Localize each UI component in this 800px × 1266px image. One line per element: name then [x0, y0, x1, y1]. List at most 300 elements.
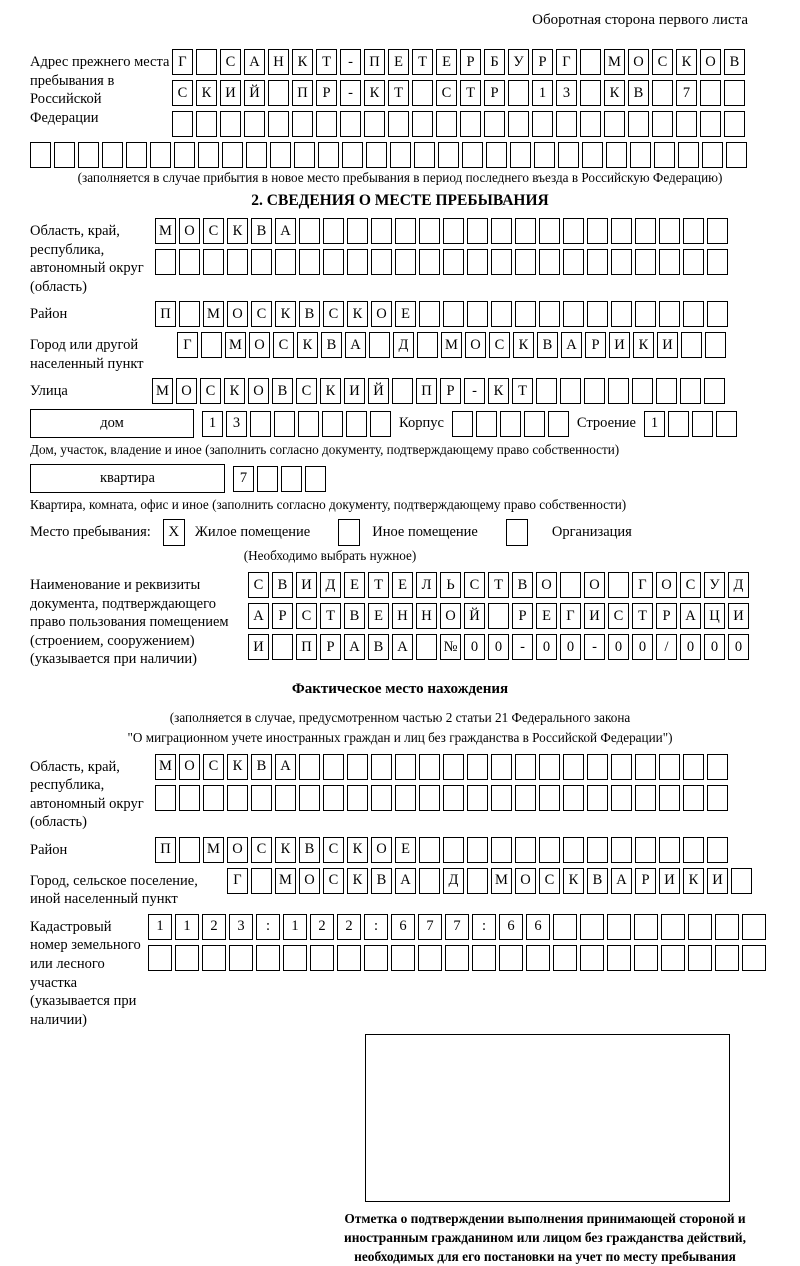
char-cell[interactable] [251, 249, 272, 275]
char-cell[interactable]: : [256, 914, 280, 940]
char-cell[interactable]: Г [560, 603, 581, 629]
checkbox-other-premises[interactable] [338, 519, 360, 546]
char-cell[interactable] [294, 142, 315, 168]
char-cell[interactable] [340, 111, 361, 137]
char-cell[interactable]: К [320, 378, 341, 404]
char-cell[interactable] [102, 142, 123, 168]
char-cell[interactable] [78, 142, 99, 168]
char-cell[interactable] [371, 754, 392, 780]
char-cell[interactable] [634, 945, 658, 971]
char-cell[interactable] [532, 111, 553, 137]
char-cell[interactable]: 1 [532, 80, 553, 106]
char-cell[interactable] [251, 868, 272, 894]
char-cell[interactable] [731, 868, 752, 894]
char-cell[interactable]: В [251, 218, 272, 244]
char-cell[interactable] [323, 249, 344, 275]
char-cell[interactable] [467, 301, 488, 327]
char-cell[interactable] [155, 785, 176, 811]
char-cell[interactable] [310, 945, 334, 971]
char-cell[interactable] [371, 218, 392, 244]
char-cell[interactable] [395, 785, 416, 811]
char-cell[interactable]: 2 [202, 914, 226, 940]
char-cell[interactable]: 6 [499, 914, 523, 940]
char-cell[interactable]: О [465, 332, 486, 358]
char-cell[interactable]: В [512, 572, 533, 598]
char-cell[interactable]: Р [635, 868, 656, 894]
char-cell[interactable]: 0 [464, 634, 485, 660]
char-cell[interactable] [491, 837, 512, 863]
checkbox-residential[interactable]: X [163, 519, 185, 546]
char-cell[interactable]: Р [460, 49, 481, 75]
char-cell[interactable]: Л [416, 572, 437, 598]
char-cell[interactable]: В [321, 332, 342, 358]
char-cell[interactable]: С [652, 49, 673, 75]
char-cell[interactable]: И [344, 378, 365, 404]
char-cell[interactable]: И [296, 572, 317, 598]
char-cell[interactable] [553, 945, 577, 971]
char-cell[interactable]: К [488, 378, 509, 404]
char-cell[interactable] [220, 111, 241, 137]
char-cell[interactable]: М [491, 868, 512, 894]
char-cell[interactable] [611, 218, 632, 244]
char-cell[interactable]: 3 [226, 411, 247, 437]
char-cell[interactable] [299, 249, 320, 275]
char-cell[interactable]: А [345, 332, 366, 358]
char-cell[interactable]: М [155, 218, 176, 244]
char-cell[interactable]: С [489, 332, 510, 358]
char-cell[interactable] [534, 142, 555, 168]
char-cell[interactable]: Н [416, 603, 437, 629]
char-cell[interactable]: К [364, 80, 385, 106]
char-cell[interactable]: В [724, 49, 745, 75]
char-cell[interactable] [227, 249, 248, 275]
char-cell[interactable]: М [441, 332, 462, 358]
char-cell[interactable] [659, 785, 680, 811]
char-cell[interactable]: 1 [148, 914, 172, 940]
char-cell[interactable] [246, 142, 267, 168]
char-cell[interactable] [395, 249, 416, 275]
char-cell[interactable] [700, 111, 721, 137]
char-cell[interactable]: О [371, 837, 392, 863]
char-cell[interactable]: К [297, 332, 318, 358]
char-cell[interactable] [491, 754, 512, 780]
char-cell[interactable] [580, 80, 601, 106]
char-cell[interactable]: - [584, 634, 605, 660]
char-cell[interactable]: О [656, 572, 677, 598]
char-cell[interactable] [539, 754, 560, 780]
char-cell[interactable]: А [344, 634, 365, 660]
char-cell[interactable] [179, 837, 200, 863]
char-cell[interactable] [419, 837, 440, 863]
char-cell[interactable] [563, 785, 584, 811]
char-cell[interactable]: Т [460, 80, 481, 106]
char-cell[interactable] [607, 914, 631, 940]
char-cell[interactable] [659, 837, 680, 863]
char-cell[interactable] [418, 945, 442, 971]
char-cell[interactable]: Д [728, 572, 749, 598]
char-cell[interactable]: К [227, 218, 248, 244]
char-cell[interactable]: Г [632, 572, 653, 598]
char-cell[interactable] [683, 218, 704, 244]
char-cell[interactable] [323, 785, 344, 811]
char-cell[interactable]: К [275, 301, 296, 327]
char-cell[interactable]: С [539, 868, 560, 894]
char-cell[interactable]: - [464, 378, 485, 404]
char-cell[interactable] [707, 218, 728, 244]
char-cell[interactable]: Р [272, 603, 293, 629]
char-cell[interactable] [526, 945, 550, 971]
char-cell[interactable] [606, 142, 627, 168]
char-cell[interactable] [436, 111, 457, 137]
char-cell[interactable] [668, 411, 689, 437]
char-cell[interactable] [274, 411, 295, 437]
char-cell[interactable] [707, 301, 728, 327]
char-cell[interactable]: А [680, 603, 701, 629]
char-cell[interactable] [652, 80, 673, 106]
char-cell[interactable] [707, 837, 728, 863]
char-cell[interactable]: Е [395, 837, 416, 863]
char-cell[interactable]: Т [412, 49, 433, 75]
char-cell[interactable]: Е [536, 603, 557, 629]
char-cell[interactable]: Ь [440, 572, 461, 598]
char-cell[interactable]: С [273, 332, 294, 358]
char-cell[interactable] [705, 332, 726, 358]
char-cell[interactable]: М [604, 49, 625, 75]
char-cell[interactable]: 0 [728, 634, 749, 660]
char-cell[interactable] [388, 111, 409, 137]
char-cell[interactable] [681, 332, 702, 358]
char-cell[interactable] [683, 754, 704, 780]
char-cell[interactable] [126, 142, 147, 168]
char-cell[interactable]: С [172, 80, 193, 106]
char-cell[interactable]: С [323, 868, 344, 894]
char-cell[interactable] [563, 218, 584, 244]
char-cell[interactable] [654, 142, 675, 168]
char-cell[interactable]: И [659, 868, 680, 894]
char-cell[interactable]: Р [440, 378, 461, 404]
char-cell[interactable] [416, 634, 437, 660]
char-cell[interactable]: К [196, 80, 217, 106]
char-cell[interactable]: Ц [704, 603, 725, 629]
char-cell[interactable] [299, 785, 320, 811]
char-cell[interactable]: К [224, 378, 245, 404]
char-cell[interactable]: Й [244, 80, 265, 106]
char-cell[interactable]: Р [532, 49, 553, 75]
char-cell[interactable] [257, 466, 278, 492]
char-cell[interactable]: 7 [233, 466, 254, 492]
char-cell[interactable]: Д [393, 332, 414, 358]
char-cell[interactable]: : [472, 914, 496, 940]
char-cell[interactable] [634, 914, 658, 940]
char-cell[interactable]: В [272, 378, 293, 404]
char-cell[interactable] [445, 945, 469, 971]
char-cell[interactable]: Р [512, 603, 533, 629]
char-cell[interactable]: А [244, 49, 265, 75]
char-cell[interactable] [272, 634, 293, 660]
char-cell[interactable] [467, 754, 488, 780]
char-cell[interactable] [715, 945, 739, 971]
char-cell[interactable] [558, 142, 579, 168]
char-cell[interactable] [202, 945, 226, 971]
char-cell[interactable] [611, 301, 632, 327]
char-cell[interactable]: С [251, 301, 272, 327]
char-cell[interactable] [417, 332, 438, 358]
char-cell[interactable] [370, 411, 391, 437]
char-cell[interactable]: Р [316, 80, 337, 106]
char-cell[interactable] [587, 249, 608, 275]
char-cell[interactable] [299, 218, 320, 244]
char-cell[interactable] [704, 378, 725, 404]
char-cell[interactable]: О [179, 218, 200, 244]
char-cell[interactable]: Т [316, 49, 337, 75]
char-cell[interactable] [611, 837, 632, 863]
char-cell[interactable]: Е [395, 301, 416, 327]
char-cell[interactable] [443, 218, 464, 244]
char-cell[interactable] [499, 945, 523, 971]
char-cell[interactable]: М [155, 754, 176, 780]
char-cell[interactable] [460, 111, 481, 137]
char-cell[interactable]: Н [268, 49, 289, 75]
char-cell[interactable]: И [609, 332, 630, 358]
char-cell[interactable] [659, 754, 680, 780]
char-cell[interactable] [419, 218, 440, 244]
char-cell[interactable] [587, 218, 608, 244]
char-cell[interactable] [371, 785, 392, 811]
char-cell[interactable]: 3 [229, 914, 253, 940]
char-cell[interactable] [508, 80, 529, 106]
char-cell[interactable] [548, 411, 569, 437]
char-cell[interactable] [395, 754, 416, 780]
char-cell[interactable]: 1 [175, 914, 199, 940]
char-cell[interactable] [203, 785, 224, 811]
char-cell[interactable] [201, 332, 222, 358]
char-cell[interactable]: И [584, 603, 605, 629]
char-cell[interactable] [508, 111, 529, 137]
char-cell[interactable] [292, 111, 313, 137]
char-cell[interactable] [281, 466, 302, 492]
char-cell[interactable]: У [704, 572, 725, 598]
char-cell[interactable]: У [508, 49, 529, 75]
char-cell[interactable] [716, 411, 737, 437]
char-cell[interactable]: А [275, 754, 296, 780]
char-cell[interactable] [150, 142, 171, 168]
char-cell[interactable] [724, 80, 745, 106]
char-cell[interactable]: С [296, 603, 317, 629]
char-cell[interactable] [556, 111, 577, 137]
char-cell[interactable] [656, 378, 677, 404]
char-cell[interactable] [683, 837, 704, 863]
char-cell[interactable] [635, 218, 656, 244]
char-cell[interactable] [323, 218, 344, 244]
char-cell[interactable] [419, 249, 440, 275]
char-cell[interactable] [337, 945, 361, 971]
char-cell[interactable] [488, 603, 509, 629]
char-cell[interactable] [392, 378, 413, 404]
char-cell[interactable] [700, 80, 721, 106]
char-cell[interactable] [611, 785, 632, 811]
char-cell[interactable]: Г [177, 332, 198, 358]
checkbox-organization[interactable] [506, 519, 528, 546]
char-cell[interactable] [491, 218, 512, 244]
char-cell[interactable] [580, 945, 604, 971]
char-cell[interactable] [582, 142, 603, 168]
char-cell[interactable]: 7 [445, 914, 469, 940]
char-cell[interactable] [587, 754, 608, 780]
char-cell[interactable]: А [392, 634, 413, 660]
char-cell[interactable] [412, 111, 433, 137]
char-cell[interactable]: И [707, 868, 728, 894]
char-cell[interactable] [659, 218, 680, 244]
char-cell[interactable] [467, 837, 488, 863]
char-cell[interactable]: П [364, 49, 385, 75]
char-cell[interactable]: Т [320, 603, 341, 629]
char-cell[interactable]: О [227, 837, 248, 863]
char-cell[interactable] [484, 111, 505, 137]
char-cell[interactable]: С [323, 837, 344, 863]
char-cell[interactable] [268, 111, 289, 137]
char-cell[interactable] [515, 785, 536, 811]
char-cell[interactable] [742, 914, 766, 940]
char-cell[interactable]: 0 [560, 634, 581, 660]
char-cell[interactable]: С [464, 572, 485, 598]
char-cell[interactable] [587, 301, 608, 327]
char-cell[interactable]: Г [172, 49, 193, 75]
char-cell[interactable] [635, 249, 656, 275]
char-cell[interactable]: М [152, 378, 173, 404]
char-cell[interactable] [683, 249, 704, 275]
char-cell[interactable]: П [155, 837, 176, 863]
char-cell[interactable]: - [340, 80, 361, 106]
char-cell[interactable] [608, 572, 629, 598]
char-cell[interactable]: 0 [632, 634, 653, 660]
char-cell[interactable]: - [512, 634, 533, 660]
char-cell[interactable] [688, 914, 712, 940]
char-cell[interactable]: С [251, 837, 272, 863]
char-cell[interactable]: В [299, 837, 320, 863]
char-cell[interactable] [563, 249, 584, 275]
char-cell[interactable]: Р [656, 603, 677, 629]
char-cell[interactable]: А [611, 868, 632, 894]
char-cell[interactable] [515, 301, 536, 327]
char-cell[interactable] [443, 754, 464, 780]
char-cell[interactable]: О [371, 301, 392, 327]
char-cell[interactable]: В [537, 332, 558, 358]
char-cell[interactable] [680, 378, 701, 404]
char-cell[interactable]: Й [368, 378, 389, 404]
char-cell[interactable] [30, 142, 51, 168]
char-cell[interactable] [604, 111, 625, 137]
char-cell[interactable] [342, 142, 363, 168]
char-cell[interactable]: С [203, 754, 224, 780]
char-cell[interactable]: К [633, 332, 654, 358]
char-cell[interactable]: Р [585, 332, 606, 358]
char-cell[interactable] [486, 142, 507, 168]
char-cell[interactable]: К [513, 332, 534, 358]
char-cell[interactable] [524, 411, 545, 437]
char-cell[interactable] [222, 142, 243, 168]
char-cell[interactable] [539, 301, 560, 327]
char-cell[interactable]: К [275, 837, 296, 863]
char-cell[interactable]: 6 [526, 914, 550, 940]
char-cell[interactable] [250, 411, 271, 437]
char-cell[interactable]: О [536, 572, 557, 598]
char-cell[interactable]: И [220, 80, 241, 106]
char-cell[interactable]: - [340, 49, 361, 75]
char-cell[interactable] [443, 301, 464, 327]
char-cell[interactable] [369, 332, 390, 358]
char-cell[interactable]: С [248, 572, 269, 598]
char-cell[interactable] [322, 411, 343, 437]
char-cell[interactable] [419, 754, 440, 780]
char-cell[interactable]: В [251, 754, 272, 780]
char-cell[interactable]: Д [443, 868, 464, 894]
char-cell[interactable]: П [292, 80, 313, 106]
char-cell[interactable]: В [628, 80, 649, 106]
char-cell[interactable] [283, 945, 307, 971]
char-cell[interactable]: № [440, 634, 461, 660]
char-cell[interactable] [419, 868, 440, 894]
char-cell[interactable] [256, 945, 280, 971]
char-cell[interactable]: С [680, 572, 701, 598]
char-cell[interactable] [515, 249, 536, 275]
char-cell[interactable]: В [368, 634, 389, 660]
char-cell[interactable] [560, 378, 581, 404]
char-cell[interactable]: М [203, 301, 224, 327]
char-cell[interactable] [515, 837, 536, 863]
char-cell[interactable]: Й [464, 603, 485, 629]
char-cell[interactable] [347, 754, 368, 780]
char-cell[interactable] [683, 301, 704, 327]
char-cell[interactable] [661, 914, 685, 940]
char-cell[interactable] [251, 785, 272, 811]
char-cell[interactable] [244, 111, 265, 137]
char-cell[interactable] [715, 914, 739, 940]
char-cell[interactable]: 0 [704, 634, 725, 660]
char-cell[interactable] [364, 945, 388, 971]
char-cell[interactable] [462, 142, 483, 168]
char-cell[interactable]: О [176, 378, 197, 404]
char-cell[interactable] [702, 142, 723, 168]
char-cell[interactable] [707, 754, 728, 780]
char-cell[interactable] [510, 142, 531, 168]
char-cell[interactable] [347, 249, 368, 275]
char-cell[interactable]: К [563, 868, 584, 894]
char-cell[interactable]: Т [368, 572, 389, 598]
char-cell[interactable]: 1 [283, 914, 307, 940]
char-cell[interactable] [608, 378, 629, 404]
char-cell[interactable] [196, 49, 217, 75]
char-cell[interactable] [553, 914, 577, 940]
char-cell[interactable] [563, 837, 584, 863]
char-cell[interactable]: 3 [556, 80, 577, 106]
char-cell[interactable]: Е [344, 572, 365, 598]
char-cell[interactable] [611, 249, 632, 275]
char-cell[interactable] [539, 837, 560, 863]
char-cell[interactable]: О [299, 868, 320, 894]
char-cell[interactable] [316, 111, 337, 137]
char-cell[interactable]: К [292, 49, 313, 75]
char-cell[interactable] [587, 837, 608, 863]
char-cell[interactable]: 7 [676, 80, 697, 106]
char-cell[interactable] [346, 411, 367, 437]
char-cell[interactable]: 0 [536, 634, 557, 660]
char-cell[interactable]: О [249, 332, 270, 358]
char-cell[interactable] [179, 301, 200, 327]
char-cell[interactable]: В [344, 603, 365, 629]
char-cell[interactable] [275, 785, 296, 811]
char-cell[interactable] [630, 142, 651, 168]
char-cell[interactable]: А [275, 218, 296, 244]
